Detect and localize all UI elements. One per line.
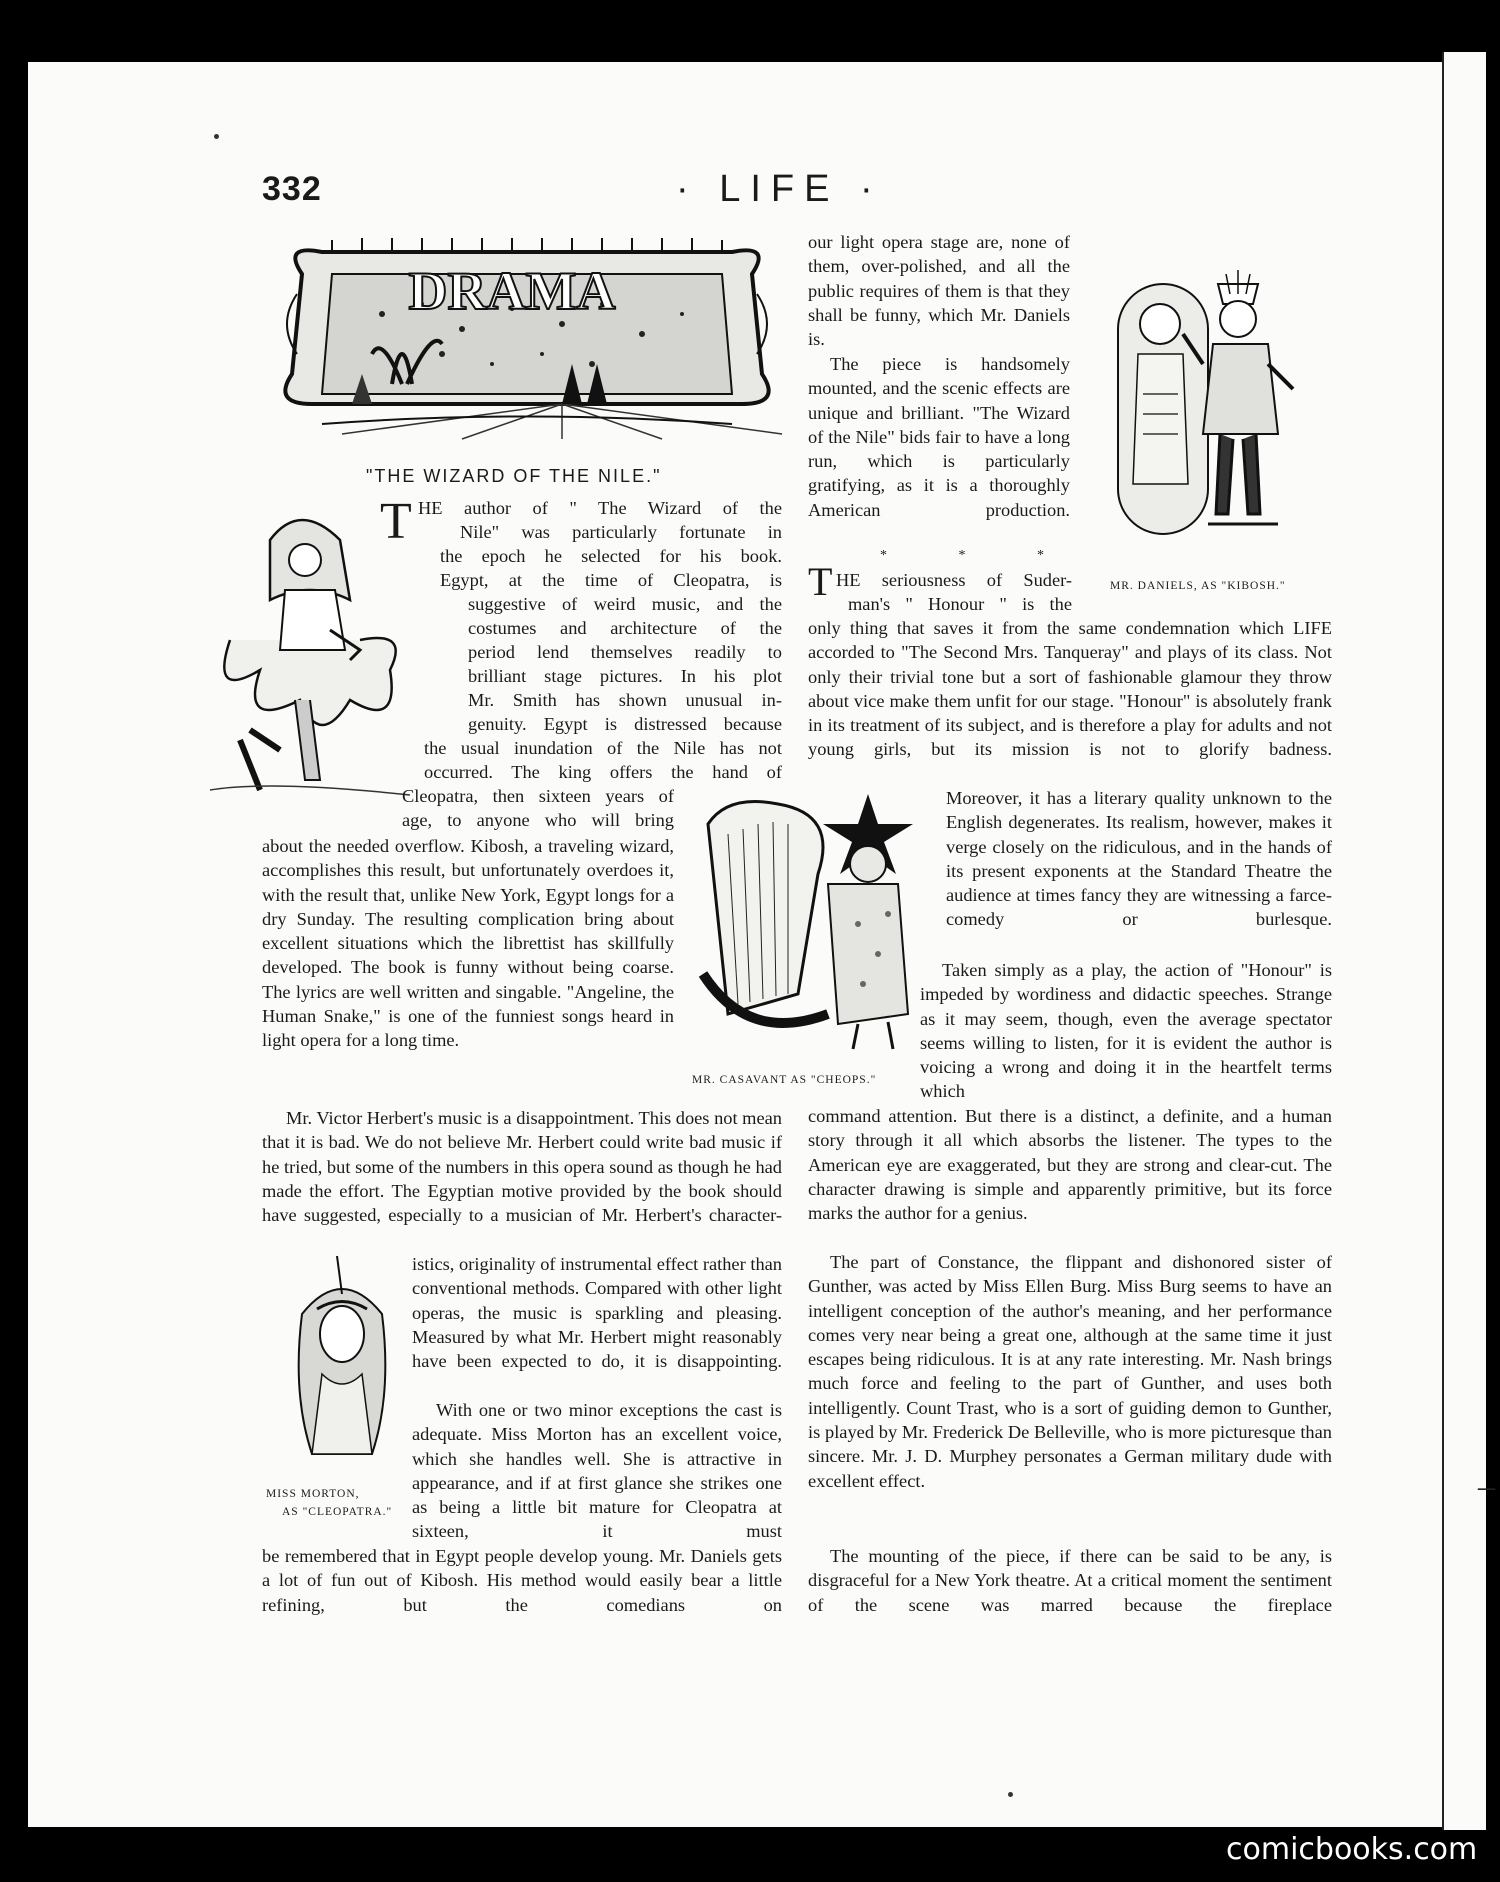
print-speck (1008, 1792, 1013, 1797)
col2-para-2: The piece is handsomely mounted, and the scenic effects are unique and brilliant. "The Wizard of the Nile" bids fair to have a long run, which is particularly gratifying, as it is a thoroughly American production. (808, 354, 1070, 520)
line: Egypt, at the time of Cleopatra, is (440, 570, 782, 590)
col2-para-3-line-b: man's " Honour " is the (848, 594, 1072, 614)
col1-para-3-rest: be remembered that in Egypt people develop young. Mr. Daniels gets a lot of fun out of Kibosh. His method would easily bear a little refining, but the comedians on (262, 1546, 782, 1615)
print-speck (214, 134, 219, 139)
col1-para-2: Mr. Victor Herbert's music is a disappointment. This does not mean that it is bad. We do not believe Mr. Herbert could write bad music if he tried, but some of the numbers in this opera sound as though he had made the effort. The Egyptian motive provided by the book should have suggested, especially to a musician of Mr. Herbert's character- (262, 1108, 782, 1226)
watermark: comicbooks.com (1226, 1832, 1478, 1867)
line: occurred. The king offers the hand of (424, 762, 782, 782)
line: HE author of " The Wizard of the (418, 498, 782, 518)
page-number: 332 (262, 170, 322, 208)
daniels-kibosh-illustration (1108, 264, 1308, 564)
caption-morton-2: AS "CLEOPATRA." (282, 1506, 393, 1518)
line: Cleopatra, then sixteen years of (402, 786, 674, 806)
banner-title: DRAMA (408, 261, 616, 321)
line: period lend themselves readily to (468, 642, 782, 662)
col2-para-4-rest: command attention. But there is a distinct, a definite, and a human story through it all which absorbs the listener. The types to the American eye are exaggerated, but they are strong and clear-cut. The character drawing is simple and apparently primitive, but its force marks the author for a genius. (808, 1106, 1332, 1224)
next-page-edge (1442, 52, 1486, 1830)
col1-para-1-rest: about the needed overflow. Kibosh, a traveling wizard, accomplishes this result, but unfortunately overdoes it, with the result that, unlike New York, Egypt longs for a dry Sunday. The resulting complication bring about excellent situations which the librettist has skillfully developed. The book is funny without being coarse. The lyrics are well written and singable. "Angeline, the Human Snake," is one of the funniest songs heard in light opera for a long time. (262, 836, 674, 1051)
caption-morton-1: MISS MORTON, (266, 1488, 360, 1500)
drama-banner-illustration (262, 234, 790, 444)
drop-cap-t-2: T (808, 559, 833, 604)
col2-para-3-narrow: Moreover, it has a literary quality unknown to the English degenerates. Its realism, however, makes it verge closely on the ridiculous, and in the hands of its present exponents at the Standard Theatre the audience at times fancy they are witnessing a farce-comedy or burlesque. (946, 788, 1332, 930)
col1-para-3: With one or two minor exceptions the cast is adequate. Miss Morton has an excellent voice, which she handles well. She is attractive in appearance, and if at first glance she strikes one as being a little bit mature for Cleopatra at sixteen, it must (412, 1400, 782, 1542)
line: the usual inundation of the Nile has not (424, 738, 782, 758)
line: costumes and architecture of the (468, 618, 782, 638)
col2-para-1: our light opera stage are, none of them, over-polished, and all the public requires of them is that they shall be funny, which Mr. Daniels is. (808, 232, 1070, 350)
line: genuity. Egypt is distressed because (468, 714, 782, 734)
drop-cap-t: T (380, 493, 412, 550)
line: the epoch he selected for his book. (440, 546, 782, 566)
masthead: · LIFE · (676, 168, 883, 210)
line: Nile" was particularly fortunate in (460, 522, 782, 542)
article-title: "THE WIZARD OF THE NILE." (366, 466, 662, 486)
col2-para-6: The mounting of the piece, if there can be said to be any, is disgraceful for a New York theatre. At a critical moment the sentiment of the scene was marred because the fireplace (808, 1546, 1332, 1615)
line: Mr. Smith has shown unusual in- (468, 690, 782, 710)
casavant-cheops-harp-illustration (688, 784, 938, 1054)
caption-daniels: MR. DANIELS, AS "KIBOSH." (1110, 580, 1286, 592)
line: suggestive of weird music, and the (468, 594, 782, 614)
morton-cleopatra-portrait (282, 1254, 402, 1474)
col2-para-3-line-a: HE seriousness of Suder- (836, 570, 1072, 590)
line: age, to anyone who will bring (402, 810, 674, 830)
col2-para-3-full: only thing that saves it from the same condemnation which LIFE accorded to "The Second Mrs. Tanqueray" and plays of its class. Not only their trivial tone but a sort of fashionable glamour they throw about vice make them unfit for our stage. "Honour" is absolutely frank in its treatment of its subject, and is therefore a play for adults and not young girls, but its mission is not to glorify badness. (808, 618, 1332, 760)
edge-mark: ‒ (1478, 1468, 1495, 1505)
col1-para-2-rest: istics, originality of instrumental effect rather than conventional methods. Compared with other light operas, the music is sparkling and pleasing. Measured by what Mr. Herbert might reasonably have been expected to do, it is disappointing. (412, 1254, 782, 1372)
line: brilliant stage pictures. In his plot (468, 666, 782, 686)
caption-casavant: MR. CASAVANT AS "CHEOPS." (692, 1074, 877, 1086)
section-break-stars: * * * (880, 548, 1078, 563)
col2-para-4-narrow: Taken simply as a play, the action of "Honour" is impeded by wordiness and didactic speeches. Strange as it may seem, though, even the average spectator seems willing to listen, for it is evident the author is voicing a wrong and doing it in the heartfelt terms which (920, 960, 1332, 1102)
col2-para-5: The part of Constance, the flippant and dishonored sister of Gunther, was acted by Miss Ellen Burg. Miss Burg seems to have an intelligent conception of the author's meaning, and her performance comes very near being a great one, although at the same time it just escapes being ridiculous. It is at any rate interesting. Mr. Nash brings much force and feeling to the part of Gunther, and uses both intelligently. Count Trast, who is a sort of guiding demon to Gunther, is played by Mr. Frederick De Belleville, who is more picturesque than sincere. Mr. J. D. Murphey personates a German military dude with excellent effect. (808, 1252, 1332, 1491)
